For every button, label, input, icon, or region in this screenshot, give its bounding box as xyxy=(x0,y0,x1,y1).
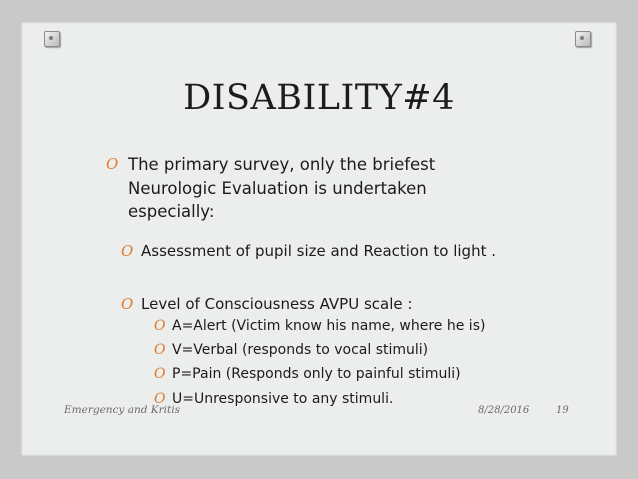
bullet-marker-icon: O xyxy=(154,366,166,382)
bullet-text: Assessment of pupil size and Reaction to light . xyxy=(141,242,496,260)
bullet-marker-icon: O xyxy=(154,342,166,358)
bullet-level3 xyxy=(154,340,517,360)
pushpin-icon xyxy=(44,31,60,47)
bullet-level2 xyxy=(121,293,501,316)
footer-page-number: 19 xyxy=(556,405,569,416)
pushpin-icon xyxy=(575,31,591,47)
bullet-marker-icon: O xyxy=(154,318,166,334)
bullet-text: Level of Consciousness AVPU scale : xyxy=(141,295,413,313)
bullet-marker-icon: O xyxy=(154,391,166,407)
bullet-level3 xyxy=(154,316,517,336)
footer-author: Emergency and Kritis xyxy=(64,404,180,416)
bullet-text: V=Verbal (responds to vocal stimuli) xyxy=(172,342,429,358)
bullet-text: A=Alert (Victim know his name, where he is) xyxy=(172,318,486,334)
slide-title: DISABILITY#4 xyxy=(183,78,455,118)
bullet-marker-icon: O xyxy=(121,242,134,260)
bullet-marker-icon: O xyxy=(106,155,119,173)
bullet-level1 xyxy=(106,153,498,224)
bullet-level3 xyxy=(154,389,517,409)
bullet-marker-icon: O xyxy=(121,295,134,313)
bullet-level2 xyxy=(121,240,501,263)
footer-date: 8/28/2016 xyxy=(478,405,530,416)
bullet-text: U=Unresponsive to any stimuli. xyxy=(172,391,394,407)
bullet-text: P=Pain (Responds only to painful stimuli) xyxy=(172,366,461,382)
bullet-level3 xyxy=(154,364,517,384)
bullet-text: The primary survey, only the briefest Neurologic Evaluation is undertaken especially: xyxy=(128,155,436,221)
